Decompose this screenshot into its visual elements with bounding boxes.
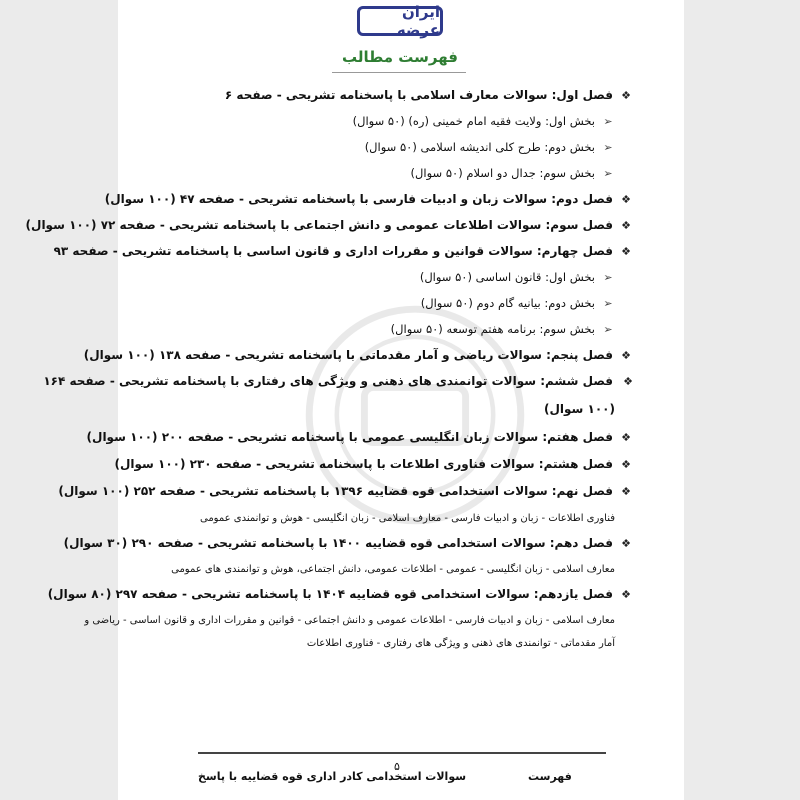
diamond-bullet-icon: ❖: [621, 431, 631, 444]
toc-ch4-section-2: ➢بخش دوم: بیانیه گام دوم (۵۰ سوال): [421, 296, 615, 310]
toc-chapter-8: ❖فصل هشتم: سوالات فناوری اطلاعات با پاسخنامه تشریحی - صفحه ۲۳۰ (۱۰۰ سوال): [114, 457, 633, 471]
toc-chapter-1: ❖فصل اول: سوالات معارف اسلامی با پاسخنامه تشریحی - صفحه ۶: [225, 88, 633, 102]
toc-chapter-11-note-1: معارف اسلامی - زبان و ادبیات فارسی - اطلاعات عمومی و دانش اجتماعی - قوانین و مقررات اداری و قانون اساسی - ریاضی و: [84, 615, 615, 626]
toc-chapter-10: ❖فصل دهم: سوالات استخدامی قوه قضاییه ۱۴۰۰ با پاسخنامه تشریحی - صفحه ۲۹۰ (۳۰ سوال): [64, 536, 633, 550]
arrow-bullet-icon: ➢: [603, 323, 613, 336]
page-number: ۵: [394, 760, 400, 773]
toc-ch1-section-1: ➢بخش اول: ولایت فقیه امام خمینی (ره) (۵۰ سوال): [353, 114, 615, 128]
toc-title: فهرست مطالب: [342, 48, 458, 66]
diamond-bullet-icon: ❖: [621, 89, 631, 102]
diamond-bullet-icon: ❖: [621, 219, 631, 232]
diamond-bullet-icon: ❖: [623, 375, 633, 388]
toc-ch1-section-2: ➢بخش دوم: طرح کلی اندیشه اسلامی (۵۰ سوال): [365, 140, 615, 154]
arrow-bullet-icon: ➢: [603, 115, 613, 128]
arrow-bullet-icon: ➢: [603, 141, 613, 154]
toc-chapter-9: ❖فصل نهم: سوالات استخدامی قوه قضاییه ۱۳۹۶ با پاسخنامه تشریحی - صفحه ۲۵۲ (۱۰۰ سوال): [58, 484, 633, 498]
toc-ch4-section-1: ➢بخش اول: قانون اساسی (۵۰ سوال): [420, 270, 615, 284]
toc-chapter-5: ❖فصل پنجم: سوالات ریاضی و آمار مقدماتی با پاسخنامه تشریحی - صفحه ۱۳۸ (۱۰۰ سوال): [84, 348, 633, 362]
toc-ch4-section-3: ➢بخش سوم: برنامه هفتم توسعه (۵۰ سوال): [391, 322, 615, 336]
toc-chapter-4: ❖فصل چهارم: سوالات قوانین و مقررات اداری و قانون اساسی با پاسخنامه تشریحی - صفحه ۹۳: [54, 244, 633, 258]
toc-chapter-11: ❖فصل یازدهم: سوالات استخدامی قوه قضاییه ۱۴۰۴ با پاسخنامه تشریحی - صفحه ۲۹۷ (۸۰ سوال): [48, 587, 633, 601]
diamond-bullet-icon: ❖: [621, 349, 631, 362]
arrow-bullet-icon: ➢: [603, 271, 613, 284]
logo-text: ایران عرضه: [396, 3, 440, 39]
diamond-bullet-icon: ❖: [621, 458, 631, 471]
toc-chapter-6-cont: (۱۰۰ سوال): [544, 402, 615, 416]
brand-logo: [357, 3, 443, 39]
arrow-bullet-icon: ➢: [603, 297, 613, 310]
toc-chapter-10-note: معارف اسلامی - زبان انگلیسی - عمومی - اطلاعات عمومی، دانش اجتماعی، هوش و توانمندی های عمومی: [171, 564, 615, 575]
title-underline: [332, 72, 466, 73]
diamond-bullet-icon: ❖: [621, 537, 631, 550]
diamond-bullet-icon: ❖: [621, 588, 631, 601]
toc-chapter-6: ❖فصل ششم: سوالات توانمندی های ذهنی و ویژگی های رفتاری با پاسخنامه تشریحی - صفحه ۱۶۴: [43, 374, 633, 388]
footer-section: فهرست: [528, 770, 572, 783]
toc-chapter-2: ❖فصل دوم: سوالات زبان و ادبیات فارسی با پاسخنامه تشریحی - صفحه ۴۷ (۱۰۰ سوال): [105, 192, 633, 206]
toc-chapter-9-note: فناوری اطلاعات - زبان و ادبیات فارسی - معارف اسلامی - زبان انگلیسی - هوش و توانمندی عمومی: [199, 513, 615, 524]
toc-chapter-3: ❖فصل سوم: سوالات اطلاعات عمومی و دانش اجتماعی با پاسخنامه تشریحی - صفحه ۷۲ (۱۰۰ سوال): [26, 218, 633, 232]
diamond-bullet-icon: ❖: [621, 485, 631, 498]
footer-divider: [198, 752, 606, 754]
arrow-bullet-icon: ➢: [603, 167, 613, 180]
diamond-bullet-icon: ❖: [621, 193, 631, 206]
diamond-bullet-icon: ❖: [621, 245, 631, 258]
toc-chapter-7: ❖فصل هفتم: سوالات زبان انگلیسی عمومی با پاسخنامه تشریحی - صفحه ۲۰۰ (۱۰۰ سوال): [87, 430, 633, 444]
toc-chapter-11-note-2: آمار مقدماتی - توانمندی های ذهنی و ویژگی های رفتاری - فناوری اطلاعات: [306, 638, 615, 649]
toc-ch1-section-3: ➢بخش سوم: جدال دو اسلام (۵۰ سوال): [411, 166, 615, 180]
footer-book-title: سوالات استخدامی کادر اداری قوه قضاییه با پاسخ: [198, 770, 467, 783]
